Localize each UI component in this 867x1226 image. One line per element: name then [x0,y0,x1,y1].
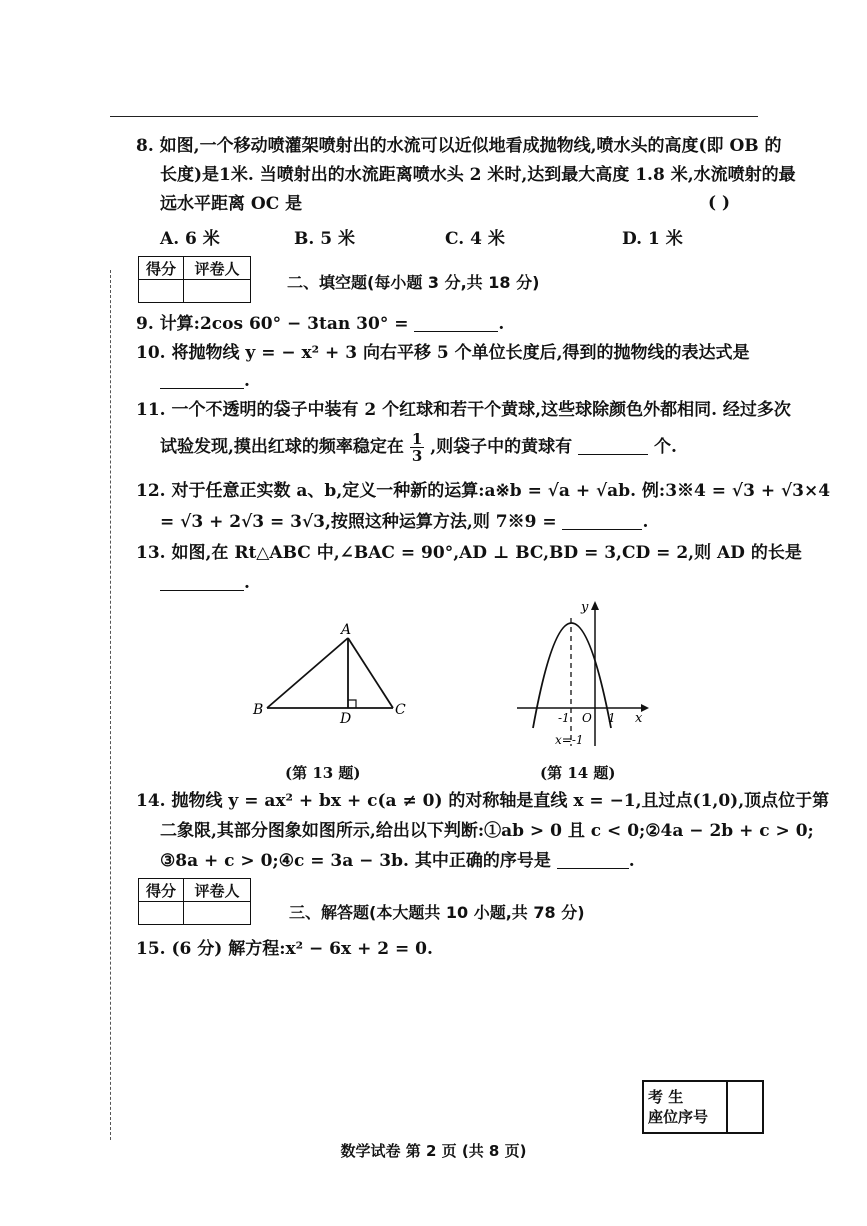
section-2-title: 二、填空题(每小题 3 分,共 18 分) [287,273,540,292]
q11-frac-num: 1 [411,430,423,448]
q9 [136,313,504,335]
q14-line-1: 14. 抛物线 y = ax² + bx + c(a ≠ 0) 的对称轴是直线 x = −1,且过点(1,0),顶点位于第 [136,791,830,811]
score-label: 得分 [139,257,184,280]
label-A: A [341,622,352,638]
top-rule [110,116,758,117]
q12-text: = √3 + 2√3 = 3√3,按照这种运算方法,则 7※9 = [160,512,557,532]
seat-label-line-2: 座位序号 [648,1108,709,1126]
figure-14-caption: (第 14 题) [540,764,616,782]
q11-frac-den: 3 [411,447,423,465]
q12-end: . [642,512,649,532]
score-cell[interactable] [139,902,184,925]
fig14-label-y: y [581,600,589,615]
q8-option-d: D. 1 米 [622,229,683,249]
q8-answer-paren: ( ) [708,193,731,213]
q10-answer-blank[interactable] [160,370,244,389]
q9-answer-blank[interactable] [414,313,498,332]
q10-line-1: 10. 将抛物线 y = − x² + 3 向右平移 5 个单位长度后,得到的抛物线的表达式是 [136,343,750,363]
grader-cell[interactable] [184,280,251,303]
score-box-section-3 [138,878,251,925]
score-box-section-2 [138,256,251,303]
grader-label: 评卷人 [184,257,251,280]
seat-number-field[interactable] [727,1081,763,1133]
fig14-label-neg1: -1 [558,711,570,725]
q15-text: 15. (6 分) 解方程:x² − 6x + 2 = 0. [136,939,433,959]
q8-option-b: B. 5 米 [294,229,355,249]
q8-line-1: 8. 如图,一个移动喷灌架喷射出的水流可以近似地看成抛物线,喷水头的高度(即 OB 的 [136,136,782,156]
q13-line-2 [160,572,250,594]
label-B: B [253,702,264,718]
q12-answer-blank[interactable] [562,511,642,530]
fig14-label-x: x [635,711,643,726]
q11-text-c: 个. [653,437,677,457]
q9-end: . [498,314,505,334]
seat-number-box [642,1080,764,1134]
q9-text: 9. 计算:2cos 60° − 3tan 30° = [136,314,409,334]
q14-end: . [628,851,635,871]
score-label: 得分 [139,879,184,902]
figure-14-parabola [515,598,655,750]
seat-label [643,1081,727,1133]
q11-line-1: 11. 一个不透明的袋子中装有 2 个红球和若干个黄球,这些球除颜色外都相同. 经过多次 [136,400,791,420]
fig14-label-origin: O [582,711,592,725]
q8-line-3: 远水平距离 OC 是 [160,194,303,214]
figure-13-triangle [245,620,415,730]
figure-13-caption: (第 13 题) [285,764,361,782]
q14-answer-blank[interactable] [557,850,629,869]
q11-fraction [410,431,424,464]
q8-option-a: A. 6 米 [160,229,220,249]
q10-line-2 [160,370,250,392]
seat-label-line-1: 考 生 [648,1088,684,1106]
fig14-axis-label: x=-1 [555,733,584,747]
q13-end: . [244,573,250,593]
fig14-label-1: 1 [608,711,616,725]
q12-line-1: 12. 对于任意正实数 a、b,定义一种新的运算:a※b = √a + √ab. 例:3※4 = √3 + √3×4 [136,481,831,501]
q8-line-2: 长度)是1米. 当喷射出的水流距离喷水头 2 米时,达到最大高度 1.8 米,水流喷射的最 [160,165,796,185]
q11-text-b: ,则袋子中的黄球有 [430,437,573,457]
score-cell[interactable] [139,280,184,303]
q10-end: . [244,371,250,391]
q11-text-a: 试验发现,摸出红球的频率稳定在 [160,437,404,457]
grader-label: 评卷人 [184,879,251,902]
section-3-title: 三、解答题(本大题共 10 小题,共 78 分) [289,903,585,922]
grader-cell[interactable] [184,902,251,925]
q13-answer-blank[interactable] [160,572,244,591]
q12-line-2 [160,511,648,533]
q13-line-1: 13. 如图,在 Rt△ABC 中,∠BAC = 90°,AD ⊥ BC,BD = 3,CD = 2,则 AD 的长是 [136,543,802,563]
binding-margin-line [110,270,111,1140]
q14-line-3 [160,850,635,872]
q8-option-c: C. 4 米 [445,229,505,249]
q14-line-2: 二象限,其部分图象如图所示,给出以下判断:①ab > 0 且 c < 0;②4a − 2b + c > 0; [160,821,814,841]
label-C: C [395,702,406,718]
page-footer: 数学试卷 第 2 页 (共 8 页) [340,1142,527,1160]
q11-answer-blank[interactable] [578,436,648,455]
q14-text: ③8a + c > 0;④c = 3a − 3b. 其中正确的序号是 [160,851,551,871]
q11-line-2 [160,431,677,464]
label-D: D [340,711,352,727]
